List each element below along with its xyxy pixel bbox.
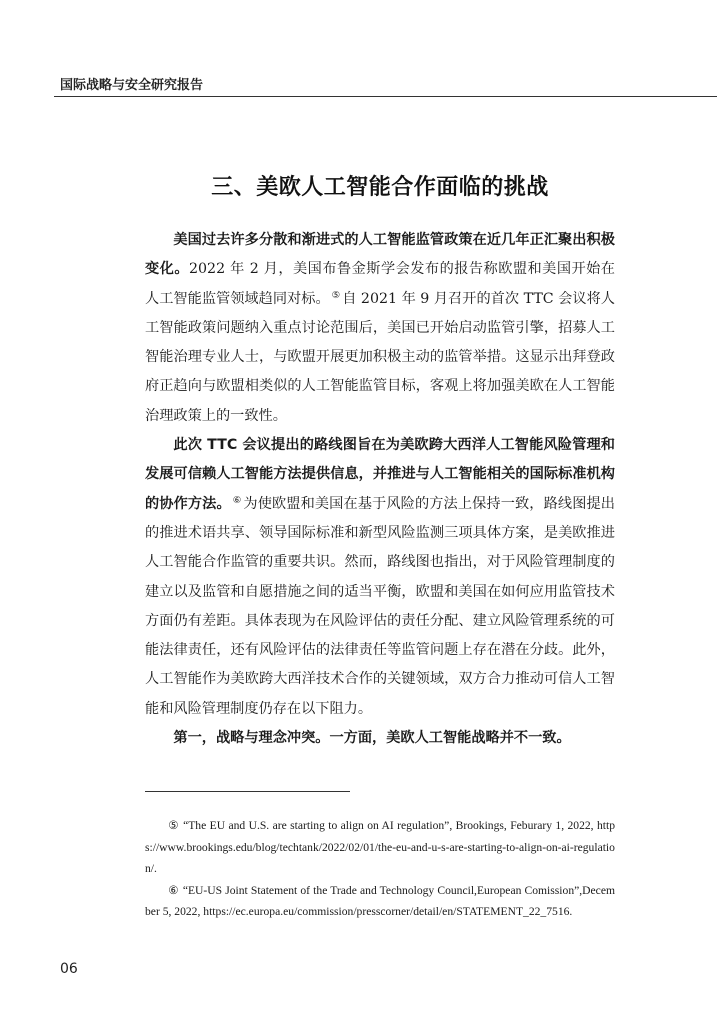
section-title: 三、美欧人工智能合作面临的挑战 — [211, 175, 549, 200]
page-number: 06 — [60, 961, 78, 977]
footnote-5 — [145, 815, 615, 880]
footnote-6 — [145, 880, 615, 923]
footnote-6-mark: ⑥ — [168, 883, 179, 897]
paragraph-3 — [145, 724, 615, 753]
paragraph-2 — [145, 431, 615, 724]
paragraph-2-lead: 此次 TTC 会议提出的路线图旨在为美欧跨大西洋人工智能风险管理和发展可信赖人工智能方法提供信息，并推进与人工智能相关的国际标准机构的协作方法。 — [145, 437, 615, 512]
body-text — [145, 226, 615, 753]
paragraph-1-text-a: 2022 年 2 月，美国布鲁金斯学会发布的报告称欧盟和美国开始在人工智能监管领域趋同对标。 — [145, 261, 615, 307]
paragraph-3-lead: 第一，战略与理念冲突。一方面，美欧人工智能战略并不一致。 — [173, 730, 571, 747]
paragraph-1-text-b: 自 2021 年 9 月召开的首次 TTC 会议将人工智能政策问题纳入重点讨论范围后，美国已开始启动监管引擎，招募人工智能治理专业人士，与欧盟开展更加积极主动的监管举措。这显示出拜登政府正趋向与欧盟相类似的人工智能监管目标，客观上将加强美欧在人工智能治理政策上的一致性。 — [145, 290, 615, 424]
header-rule — [54, 96, 717, 97]
footnotes — [145, 815, 615, 923]
footnote-ref-5[interactable]: ⑤ — [331, 289, 341, 301]
paragraph-1-lead: 美国过去许多分散和渐进式的人工智能监管政策在近几年正汇聚出积极变化。 — [145, 232, 615, 278]
footnote-6-text: “EU-US Joint Statement of the Trade and Technology Council,European Comission”,December 5, 2022, https://ec.europa.eu/commission/presscorner/detail/en/STATEMENT_22_7516. — [145, 883, 615, 918]
footnote-5-text: “The EU and U.S. are starting to align on AI regulation”, Brookings, Feburary 1, 2022, https://www.brookings.edu/blog/techtank/2022/02/01/the-eu-and-u-s-are-starting-to-align-on-ai-regulation/. — [145, 819, 615, 875]
paragraph-1 — [145, 226, 615, 431]
paragraph-2-text: 为使欧盟和美国在基于风险的方法上保持一致，路线图提出的推进术语共享、领导国际标准和新型风险监测三项具体方案，是美欧推进人工智能合作监管的重要共识。然而，路线图也指出，对于风险管理制度的建立以及监管和自愿措施之间的适当平衡，欧盟和美国在如何应用监管技术方面仍有差距。具体表现为在风险评估的责任分配、建立风险管理系统的可能法律责任，还有风险评估的法律责任等监管问题上存在潜在分歧。此外，人工智能作为美欧跨大西洋技术合作的关键领域，双方合力推动可信人工智能和风险管理制度仍存在以下阻力。 — [145, 495, 615, 717]
footnote-separator — [145, 791, 350, 792]
footnote-ref-6[interactable]: ⑥ — [232, 494, 242, 506]
running-head-title: 国际战略与安全研究报告 — [60, 78, 204, 93]
footnote-5-mark: ⑤ — [168, 819, 180, 832]
